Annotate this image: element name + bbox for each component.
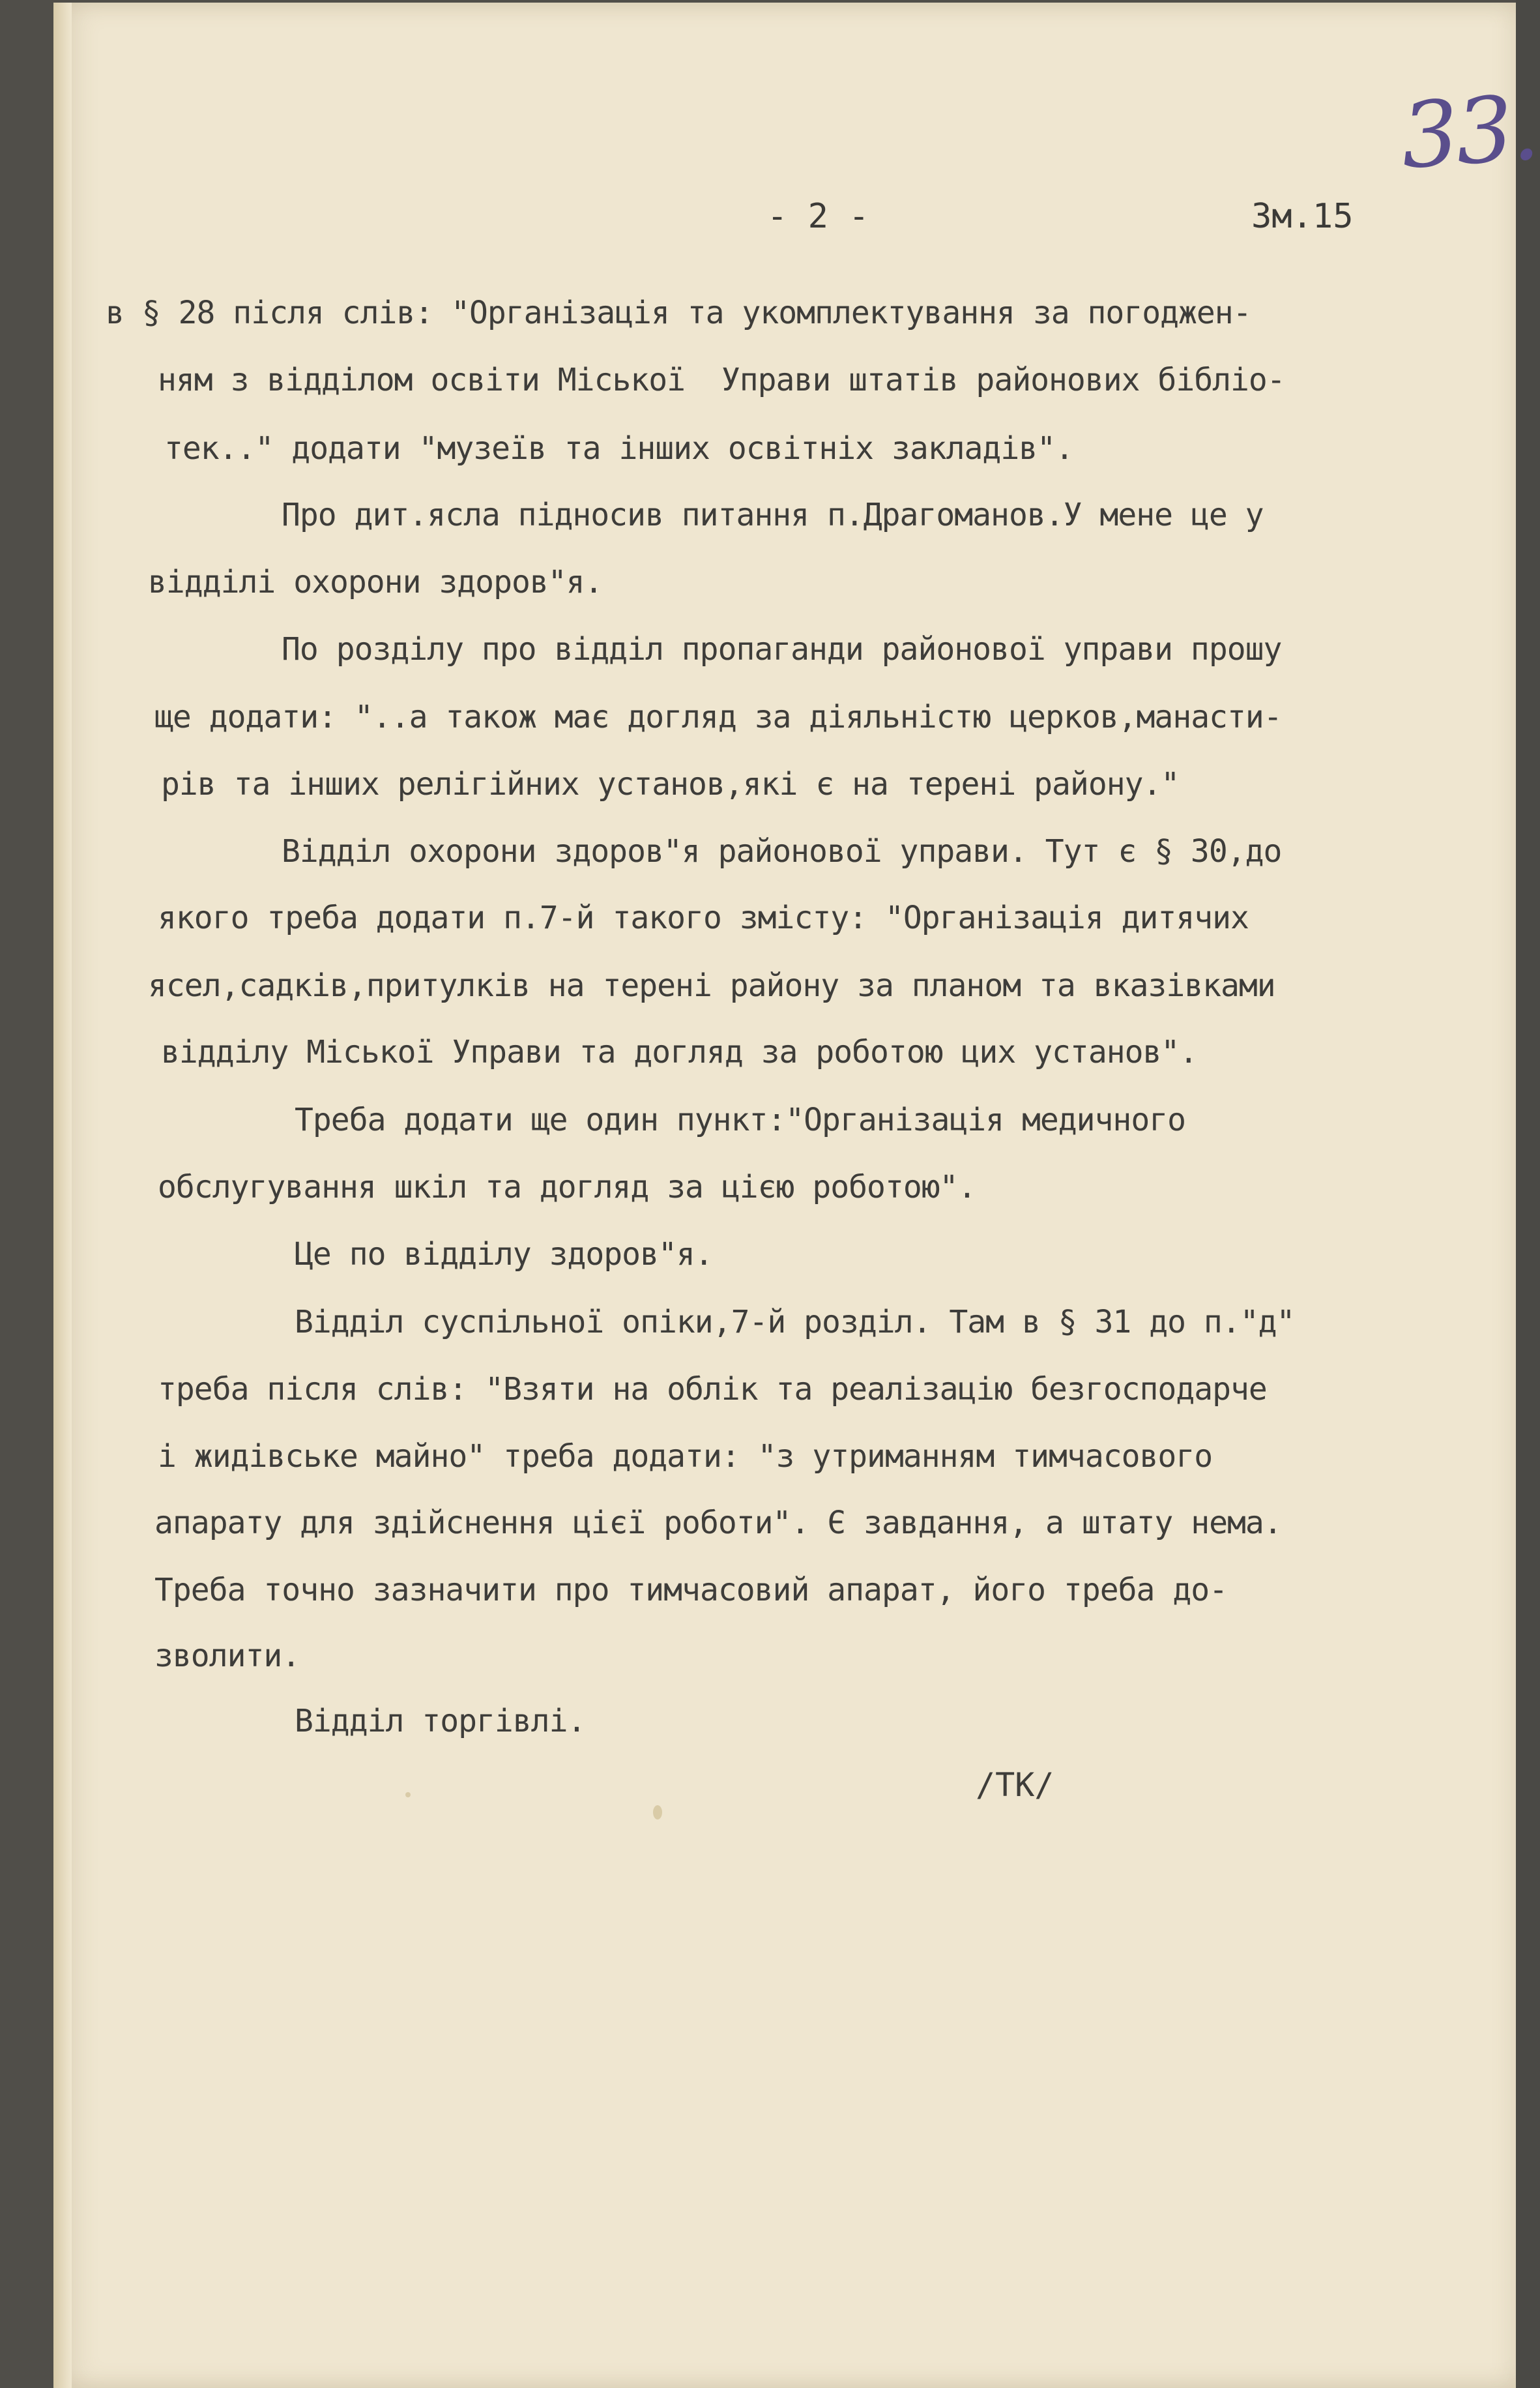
text-line: Це по відділу здоров"я. bbox=[295, 1236, 713, 1273]
folio-number: 33. bbox=[1397, 74, 1540, 190]
text-line: відділі охорони здоров"я. bbox=[148, 564, 603, 600]
text-line: Треба точно зазначити про тимчасовий апарат, його треба до- bbox=[154, 1572, 1228, 1608]
text-line: Відділ торгівлі. bbox=[295, 1703, 586, 1739]
paper-sheet bbox=[53, 3, 1540, 2388]
page-number: - 2 - bbox=[767, 197, 869, 236]
signature-initials: /ТК/ bbox=[976, 1766, 1054, 1804]
paper-speck bbox=[405, 1792, 411, 1797]
text-line: якого треба додати п.7-й такого змісту: "Організація дитячих bbox=[158, 900, 1249, 936]
text-line: тек.." додати "музеїв та інших освітніх закладів". bbox=[164, 430, 1073, 467]
text-line: треба після слів: "Взяти на облік та реалізацію безгосподарче bbox=[158, 1371, 1267, 1408]
text-line: рів та інших релігійних установ,які є на терені району." bbox=[161, 766, 1180, 803]
text-line: в § 28 після слів: "Організація та укомплектування за погоджен- bbox=[106, 295, 1251, 331]
text-line: зволити. bbox=[154, 1638, 300, 1674]
text-line: відділу Міської Управи та догляд за роботою цих установ". bbox=[161, 1034, 1198, 1070]
text-line: ням з відділом освіти Міської Управи штатів районових бібліо- bbox=[158, 362, 1285, 398]
text-line: Треба додати ще один пункт:"Організація медичного bbox=[295, 1102, 1186, 1138]
text-line: ясел,садків,притулків на терені району за планом та вказівками bbox=[148, 967, 1275, 1004]
text-line: і жидівське майно" треба додати: "з утриманням тимчасового bbox=[158, 1438, 1213, 1475]
text-line: По розділу про відділ пропаганди районової управи прошу bbox=[282, 631, 1282, 668]
text-line: апарату для здійснення цієї роботи". Є завдання, а штату нема. bbox=[154, 1505, 1282, 1541]
text-line: Відділ охорони здоров"я районової управи. Тут є § 30,до bbox=[282, 833, 1282, 870]
paper-speck bbox=[653, 1805, 662, 1820]
text-line: обслугування шкіл та догляд за цією роботою". bbox=[158, 1169, 976, 1205]
text-line: Відділ суспільної опіки,7-й розділ. Там в § 31 до п."д" bbox=[295, 1304, 1295, 1340]
text-line: Про дит.ясла підносив питання п.Драгоманов.У мене це у bbox=[282, 497, 1264, 533]
text-line: ще додати: "..а також має догляд за діяльністю церков,манасти- bbox=[154, 699, 1282, 735]
document-ref: Зм.15 bbox=[1251, 197, 1354, 236]
